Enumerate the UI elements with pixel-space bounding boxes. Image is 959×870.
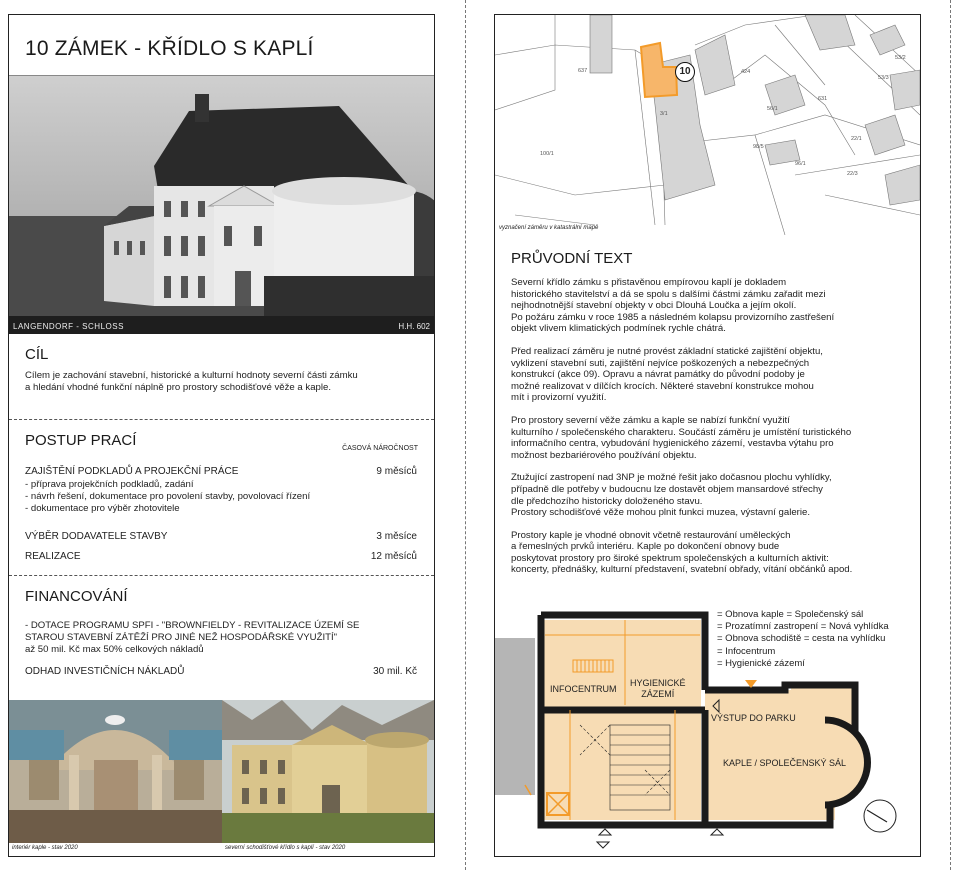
estimate-row bbox=[25, 666, 417, 677]
wing-photo-caption: severní schodišťové křídlo s kaplí - stav 2020 bbox=[225, 845, 346, 851]
goal-divider bbox=[9, 419, 434, 420]
north-wing-photo bbox=[222, 700, 434, 843]
plan-label-chapel: KAPLE / SPOLEČENSKÝ SÁL bbox=[723, 758, 847, 768]
plan-label-infocentrum: INFOCENTRUM bbox=[550, 684, 617, 694]
cadastral-map bbox=[495, 15, 920, 235]
svg-text:98/5: 98/5 bbox=[753, 144, 764, 150]
svg-text:424: 424 bbox=[741, 69, 751, 75]
description-text bbox=[511, 277, 911, 587]
left-panel bbox=[8, 14, 435, 857]
phase1-items bbox=[25, 479, 425, 515]
phase1-label: ZAJIŠTĚNÍ PODKLADŮ A PROJEKČNÍ PRÁCE bbox=[25, 466, 239, 477]
phase2-label: VÝBĚR DODAVATELE STAVBY bbox=[25, 531, 168, 542]
plan-label-hygiene: HYGIENICKÉ ZÁZEMÍ bbox=[630, 678, 686, 699]
svg-text:631: 631 bbox=[818, 96, 828, 102]
map-caption: vyznačení záměru v katastrální mapě bbox=[499, 225, 599, 231]
phase1-item: - návrh řešení, dokumentace pro povolení stavby, povolovací řízení bbox=[25, 491, 311, 502]
phase1-row bbox=[25, 466, 417, 477]
legend-item: = Obnova schodiště = cesta na vyhlídku bbox=[717, 633, 886, 645]
estimate-value: 30 mil. Kč bbox=[373, 666, 417, 677]
chapel-interior-photo bbox=[9, 700, 222, 843]
legend-item: = Obnova kaple = Společenský sál bbox=[717, 609, 864, 620]
goal-heading: CÍL bbox=[25, 346, 49, 363]
text-heading: PRŮVODNÍ TEXT bbox=[511, 250, 633, 267]
page-separator-right bbox=[950, 0, 951, 870]
svg-text:53/3: 53/3 bbox=[878, 75, 889, 81]
financing-text: - DOTACE PROGRAMU SPFI - "BROWNFIELDY - REVITALIZACE ÚZEMÍ SE STAROU STAVEBNÍ ZÁTĚŽÍ PRO JINÉ NEŽ HOSPODÁŘSKÉ VYUŽITÍ" až 50 mil. Kč max 50% celkových nákladů bbox=[25, 620, 360, 655]
phase3-label: REALIZACE bbox=[25, 551, 81, 562]
svg-text:3/1: 3/1 bbox=[660, 111, 668, 117]
financing-heading: FINANCOVÁNÍ bbox=[25, 588, 128, 605]
map-marker-number: 10 bbox=[679, 66, 691, 77]
chapel-photo-caption: interiér kaple - stav 2020 bbox=[12, 845, 78, 851]
svg-text:22/1: 22/1 bbox=[851, 136, 862, 142]
paragraph: Pro prostory severní věže zámku a kaple se nabízí funkční využití kulturního / společenského charakteru. Součástí záměru je umístění turistického informačního centra, vybudování hygienického zázemí, vestavba výtahu pro možnost bezbariérového používání objektu. bbox=[511, 414, 852, 461]
photo-caption-left: LANGENDORF - SCHLOSS bbox=[13, 322, 124, 331]
page-separator-left bbox=[465, 0, 466, 870]
paragraph: Prostory kaple je vhodné obnovit včetně restaurování uměleckých a řemeslných prvků interiéru. Kaple po dokončení obnovy bude poskytovat prostory pro široké spektrum společenských a kulturních aktivit: koncerty, přednášky, kulturní představení, svatební obřady, vítání občánků apod. bbox=[511, 529, 853, 576]
paragraph: Ztužující zastropení nad 3NP je možné řešit jako dočasnou plochu vyhlídky, případně dle potřeby v budoucnu lze dostavět objem mansardové střechy dle předchozího historicky doloženého stavu. Prostory schodišťové věže mohou plnit funkci muzea, výstavní galerie. bbox=[511, 472, 832, 519]
estimate-label: ODHAD INVESTIČNÍCH NÁKLADŮ bbox=[25, 666, 185, 677]
legend-item: = Prozatímní zastropení = Nová vyhlídka bbox=[717, 621, 889, 633]
phase2-time: 3 měsíce bbox=[376, 531, 417, 542]
historic-castle-photo bbox=[9, 76, 434, 334]
work-heading: POSTUP PRACÍ bbox=[25, 432, 137, 449]
paragraph: Severní křídlo zámku s přistavěnou empírovou kaplí je dokladem historického stavitelství a dá se spolu s dalšími částmi zámku zařadit mezi nejhodnotnější stavební objekty v obci Dlouhá Loučka a jejím okolí. Po požáru zámku v roce 1985 a následném kolapsu provizorního zastřešení objekt vlivem klimatických podmínek rychle chátrá. bbox=[511, 277, 835, 335]
right-panel bbox=[494, 14, 921, 857]
phase1-item: - dokumentace pro výběr zhotovitele bbox=[25, 503, 180, 514]
paragraph: Před realizací záměru je nutné provést základní statické zajištění objektu, vyklizení stavební suti, zajištění nejvíce poškozených a nebezpečných konstrukcí (akce 09). Opravu a návrat památky do původní podoby je možné realizovat v dílčích krocích. Některé stavební konstrukce mohou mít i provizorní využití. bbox=[511, 345, 823, 404]
plan-legend bbox=[717, 609, 889, 670]
work-divider bbox=[9, 575, 434, 576]
svg-text:100/1: 100/1 bbox=[540, 151, 554, 157]
phase1-item: - příprava projekčních podkladů, zadání bbox=[25, 479, 194, 490]
svg-text:53/2: 53/2 bbox=[895, 55, 906, 61]
phase3-row bbox=[25, 551, 417, 562]
page-title: 10 ZÁMEK - KŘÍDLO S KAPLÍ bbox=[25, 37, 314, 60]
legend-item: = Infocentrum bbox=[717, 645, 776, 657]
phase3-time: 12 měsíců bbox=[370, 551, 417, 562]
svg-text:96/1: 96/1 bbox=[795, 161, 806, 167]
time-header: ČASOVÁ NÁROČNOST bbox=[342, 445, 418, 452]
svg-text:637: 637 bbox=[578, 68, 588, 74]
phase1-time: 9 měsíců bbox=[376, 466, 417, 477]
svg-text:22/3: 22/3 bbox=[847, 171, 858, 177]
legend-item: = Hygienické zázemí bbox=[717, 657, 805, 669]
plan-label-exit: VÝSTUP DO PARKU bbox=[711, 713, 796, 723]
phase2-row bbox=[25, 531, 417, 542]
goal-text: Cílem je zachování stavební, historické a kulturní hodnoty severní části zámku a hledání vhodné funkční náplně pro prostory schodišťové věže a kaple. bbox=[25, 370, 358, 393]
svg-text:56/1: 56/1 bbox=[767, 106, 778, 112]
photo-caption-right: H.H. 602 bbox=[398, 322, 430, 331]
map-marker bbox=[675, 62, 695, 82]
